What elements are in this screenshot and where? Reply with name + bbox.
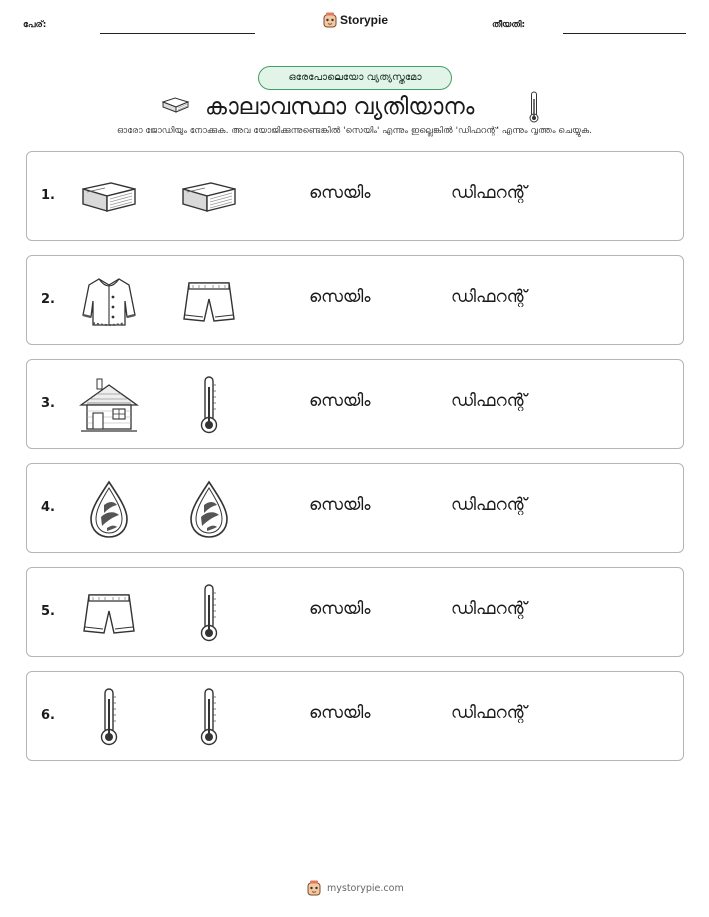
instructions: ഓരോ ജോഡിയും നോക്കുക. അവ യോജിക്കുന്നുണ്ടെങ്കിൽ 'സെയിം' എന്നും ഇല്ലെങ്കിൽ 'ഡിഫറന്റ്' എന്നും വൃത്തം ചെയ്യുക. xyxy=(116,126,593,136)
book-icon xyxy=(179,167,239,227)
thermometer-icon xyxy=(179,375,239,435)
same-option[interactable]: സെയിം xyxy=(309,287,371,307)
row-number: 4. xyxy=(41,500,55,515)
brand-logo xyxy=(323,12,388,28)
footer xyxy=(0,879,709,899)
storypie-mascot-icon xyxy=(307,880,321,896)
different-option[interactable]: ഡിഫറന്റ് xyxy=(451,287,527,307)
row-number: 2. xyxy=(41,292,55,307)
exercise-row xyxy=(26,567,684,657)
exercise-row xyxy=(26,463,684,553)
different-option[interactable]: ഡിഫറന്റ് xyxy=(451,599,527,619)
same-option[interactable]: സെയിം xyxy=(309,703,371,723)
book-icon xyxy=(79,167,139,227)
different-option[interactable]: ഡിഫറന്റ് xyxy=(451,183,527,203)
thermometer-icon xyxy=(179,687,239,747)
different-option[interactable]: ഡിഫറന്റ് xyxy=(451,703,527,723)
same-option[interactable]: സെയിം xyxy=(309,599,371,619)
shorts-icon xyxy=(179,271,239,331)
title-row xyxy=(0,90,709,126)
name-label: പേര്: xyxy=(23,20,47,30)
name-field[interactable] xyxy=(100,33,255,34)
raindrop-icon xyxy=(79,479,139,539)
different-option[interactable]: ഡിഫറന്റ് xyxy=(451,495,527,515)
raindrop-icon xyxy=(179,479,239,539)
storypie-mascot-icon xyxy=(323,12,337,28)
page-title: കാലാവസ്ഥാ വ്യതിയാനം xyxy=(205,94,475,120)
house-icon xyxy=(79,375,139,435)
different-option[interactable]: ഡിഫറന്റ് xyxy=(451,391,527,411)
book-icon xyxy=(160,96,190,116)
exercise-row xyxy=(26,671,684,761)
same-option[interactable]: സെയിം xyxy=(309,495,371,515)
coat-icon xyxy=(79,271,139,331)
row-number: 6. xyxy=(41,708,55,723)
worksheet-header xyxy=(0,12,709,44)
thermometer-icon xyxy=(527,90,541,124)
shorts-icon xyxy=(79,583,139,643)
row-number: 3. xyxy=(41,396,55,411)
row-number: 1. xyxy=(41,188,55,203)
same-option[interactable]: സെയിം xyxy=(309,391,371,411)
brand-name: Storypie xyxy=(340,13,389,27)
thermometer-icon xyxy=(79,687,139,747)
same-option[interactable]: സെയിം xyxy=(309,183,371,203)
exercise-row xyxy=(26,359,684,449)
row-number: 5. xyxy=(41,604,55,619)
exercise-row xyxy=(26,151,684,241)
footer-url: mystorypie.com xyxy=(327,883,404,894)
exercise-row xyxy=(26,255,684,345)
date-label: തീയതി: xyxy=(492,20,526,30)
date-field[interactable] xyxy=(563,33,686,34)
worksheet-type-badge: ഒരേപോലെയോ വ്യത്യസ്തമോ xyxy=(258,66,452,90)
thermometer-icon xyxy=(179,583,239,643)
